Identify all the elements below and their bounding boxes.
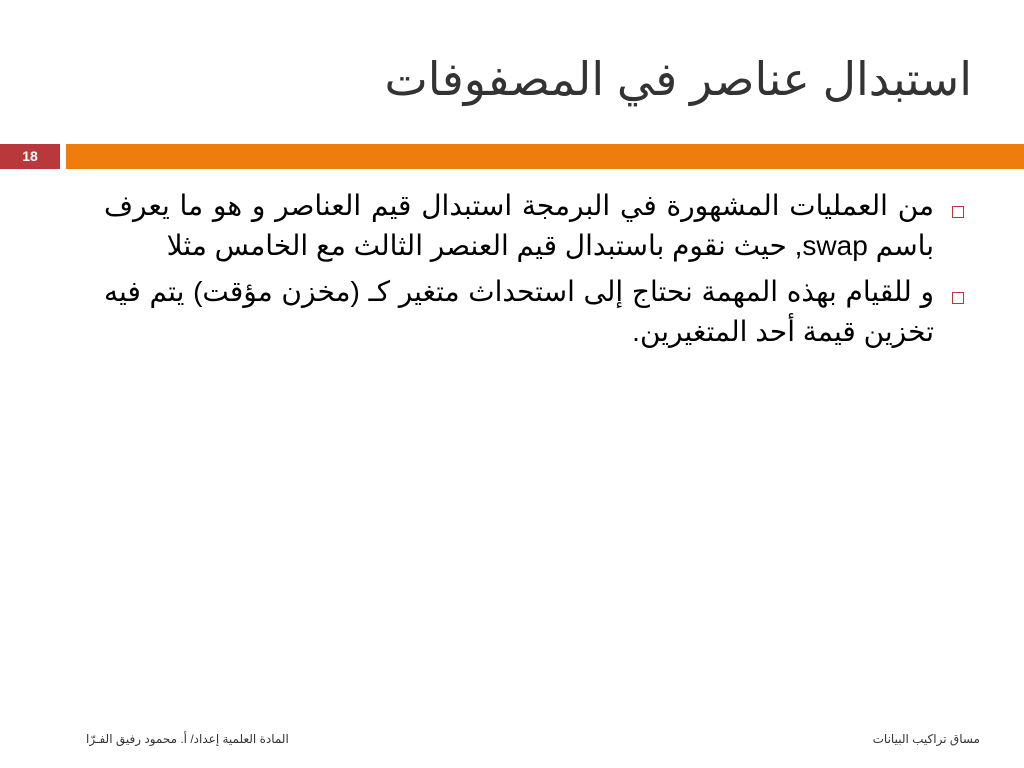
bullet-text: و للقيام بهذه المهمة نحتاج إلى استحداث متغير كـ (مخزن مؤقت) يتم فيه تخزين قيمة أحد المتغيرين. [104,276,934,347]
bullet-item [104,186,964,266]
bullet-item [104,272,964,352]
square-bullet-icon [952,292,964,304]
footer-course: مساق تراكيب البيانات [872,732,980,746]
footer-author: المادة العلمية إعداد/ أ. محمود رفيق الفـرّا [86,732,289,746]
square-bullet-icon [952,206,964,218]
bullet-text: من العمليات المشهورة في البرمجة استبدال قيم العناصر و هو ما يعرف باسم swap, حيث نقوم باستبدال قيم العنصر الثالث مع الخامس مثلا [104,190,935,261]
bullet-list [104,186,964,358]
slide-number: 18 [0,144,60,169]
accent-bar [66,144,1024,169]
slide-title: استبدال عناصر في المصفوفات [384,53,972,105]
